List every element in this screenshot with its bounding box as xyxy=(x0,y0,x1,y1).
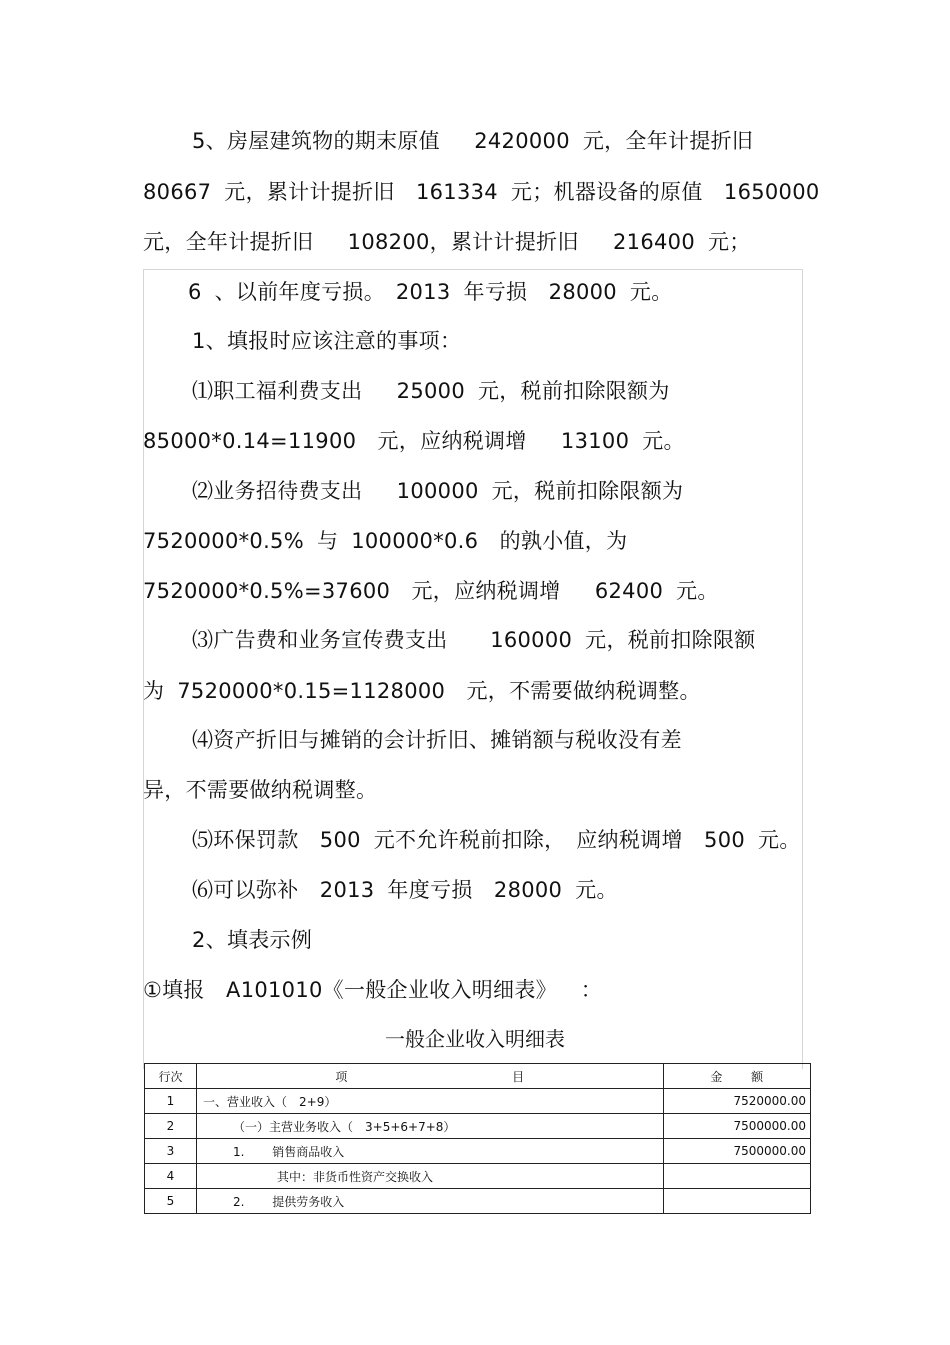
row-amount: 7500000.00 xyxy=(664,1139,811,1164)
row-amount xyxy=(664,1164,811,1189)
row-number: 3 xyxy=(145,1139,197,1164)
table-header-row xyxy=(145,1064,811,1089)
paragraph-line: 5、房屋建筑物的期末原值 2420000 元，全年计提折旧 xyxy=(192,129,754,153)
table-row xyxy=(145,1114,811,1139)
paragraph-line: 7520000*0.5% 与 100000*0.6 的孰小值，为 xyxy=(143,529,628,553)
paragraph-line: 7520000*0.5%=37600 元，应纳税调增 62400 元。 xyxy=(143,579,719,603)
paragraph-line: ⑶广告费和业务宣传费支出 160000 元，税前扣除限额 xyxy=(192,628,756,652)
header-amount: 金 额 xyxy=(664,1064,811,1089)
paragraph-line: ⑴职工福利费支出 25000 元，税前扣除限额为 xyxy=(192,379,670,403)
row-number: 1 xyxy=(145,1089,197,1114)
header-item: 项 目 xyxy=(197,1064,664,1089)
paragraph-line: 异，不需要做纳税调整。 xyxy=(143,778,378,802)
paragraph-line: ⑹可以弥补 2013 年度亏损 28000 元。 xyxy=(192,878,618,902)
row-number: 4 xyxy=(145,1164,197,1189)
income-detail-table xyxy=(144,1063,811,1214)
paragraph-line: ⑷资产折旧与摊销的会计折旧、摊销额与税收没有差 xyxy=(192,728,682,752)
table-row xyxy=(145,1089,811,1114)
table-row xyxy=(145,1189,811,1214)
section-heading: 2、填表示例 xyxy=(192,928,313,952)
table-caption: 一般企业收入明细表 xyxy=(385,1027,565,1051)
row-item: 1. 销售商品收入 xyxy=(197,1139,664,1164)
row-amount xyxy=(664,1189,811,1214)
row-item: 其中：非货币性资产交换收入 xyxy=(197,1164,664,1189)
paragraph-line: 为 7520000*0.15=1128000 元，不需要做纳税调整。 xyxy=(143,679,701,703)
row-amount: 7500000.00 xyxy=(664,1114,811,1139)
table-row xyxy=(145,1164,811,1189)
paragraph-line: ⑵业务招待费支出 100000 元，税前扣除限额为 xyxy=(192,479,684,503)
paragraph-line: ①填报 A101010《一般企业收入明细表》 ： xyxy=(143,978,603,1002)
header-row-no: 行次 xyxy=(145,1064,197,1089)
paragraph-line: 6 、以前年度亏损。 2013 年亏损 28000 元。 xyxy=(188,280,673,304)
section-heading: 1、填报时应该注意的事项： xyxy=(192,329,462,353)
paragraph-line: ⑸环保罚款 500 元不允许税前扣除， 应纳税调增 500 元。 xyxy=(192,828,801,852)
row-amount: 7520000.00 xyxy=(664,1089,811,1114)
row-number: 5 xyxy=(145,1189,197,1214)
paragraph-line: 元，全年计提折旧 108200，累计计提折旧 216400 元； xyxy=(143,230,751,254)
row-item: （一）主营业务收入（ 3+5+6+7+8） xyxy=(197,1114,664,1139)
row-item: 一、营业收入（ 2+9） xyxy=(197,1089,664,1114)
table-row xyxy=(145,1139,811,1164)
row-item: 2. 提供劳务收入 xyxy=(197,1189,664,1214)
row-number: 2 xyxy=(145,1114,197,1139)
paragraph-line: 80667 元，累计计提折旧 161334 元；机器设备的原值 1650000 xyxy=(143,180,820,204)
paragraph-line: 85000*0.14=11900 元，应纳税调增 13100 元。 xyxy=(143,429,685,453)
